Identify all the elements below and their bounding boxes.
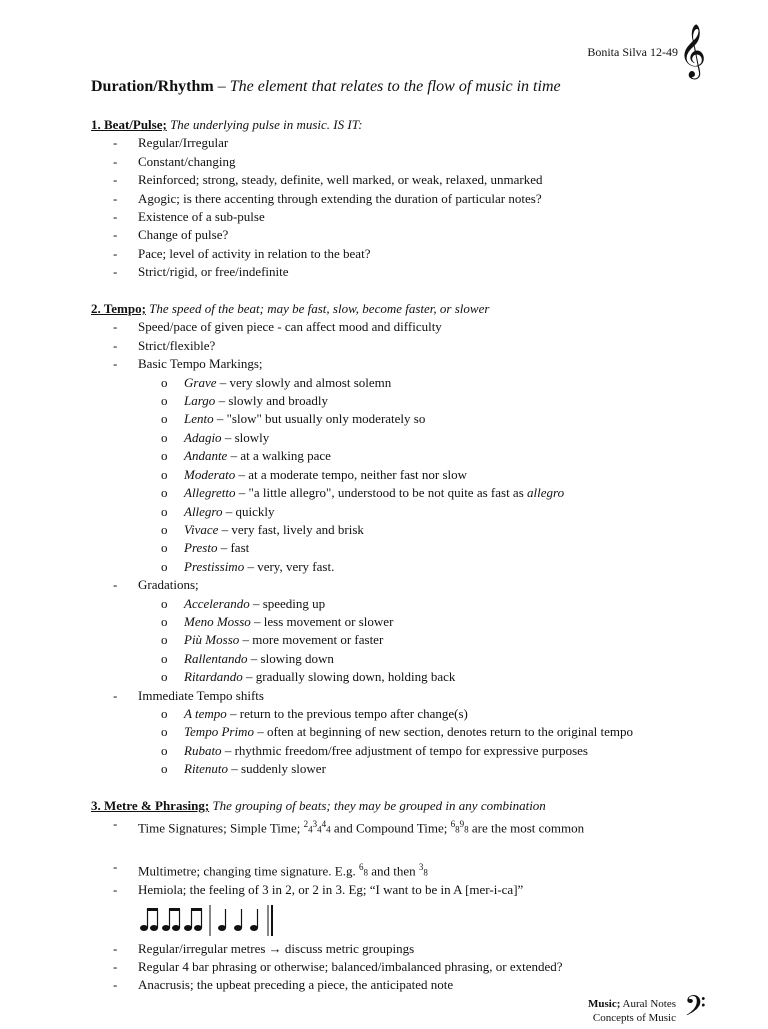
list-item: - Change of pulse?	[91, 226, 691, 244]
list-item: - Constant/changing	[91, 153, 691, 171]
title-dash: –	[213, 78, 230, 95]
title-sub: The element that relates to the flow of music in time	[229, 78, 561, 95]
tempo-marking-item: o Moderato – at a moderate tempo, neither fast nor slow	[91, 466, 691, 484]
tempo-marking-item: o Lento – "slow" but usually only moderately so	[91, 410, 691, 428]
notes-body	[91, 116, 691, 995]
tempo-shifts-list	[91, 705, 691, 779]
gradation-item: o Più Mosso – more movement or faster	[91, 631, 691, 649]
tempo-shift-item: o Rubato – rhythmic freedom/free adjustment of tempo for expressive purposes	[91, 742, 691, 760]
tempo-marking-item: o Largo – slowly and broadly	[91, 392, 691, 410]
tempo-marking-item: o Grave – very slowly and almost solemn	[91, 374, 691, 392]
list-item: - Agogic; is there accenting through extending the duration of particular notes?	[91, 190, 691, 208]
tempo-marking-item: o Allegro – quickly	[91, 503, 691, 521]
list-item: - Regular/irregular metres → discuss metric groupings	[91, 940, 691, 958]
list-item: - Speed/pace of given piece - can affect mood and difficulty	[91, 318, 691, 336]
section-beat-heading: 1. Beat/Pulse; The underlying pulse in music. IS IT:	[91, 117, 363, 132]
gradation-item: o Rallentando – slowing down	[91, 650, 691, 668]
hemiola-item: - Hemiola; the feeling of 3 in 2, or 2 in 3. Eg; “I want to be in A [mer-i-ca]”	[91, 881, 691, 899]
hemiola-notation	[91, 900, 691, 940]
multimetre-item: - Multimetre; changing time signature. E.g. $^6$8 and then $^3$8	[91, 858, 691, 882]
section-tempo-heading: 2. Tempo; The speed of the beat; may be fast, slow, become faster, or slower	[91, 301, 490, 317]
metre-list-continued	[91, 940, 691, 995]
tempo-marking-item: o Andante – at a walking pace	[91, 447, 691, 465]
bass-clef-icon: 𝄢	[684, 992, 706, 1029]
list-item: - Pace; level of activity in relation to the beat?	[91, 245, 691, 263]
rhythm-notation-icon	[138, 900, 298, 940]
title-main: Duration/Rhythm	[91, 78, 214, 95]
gradation-item: o Accelerando – speeding up	[91, 595, 691, 613]
tempo-shifts-label: - Immediate Tempo shifts	[91, 687, 691, 705]
author-header: Bonita Silva 12-49	[587, 45, 678, 59]
list-item: - Strict/flexible?	[91, 337, 691, 355]
page-title	[91, 78, 561, 96]
tempo-marking-item: o Vivace – very fast, lively and brisk	[91, 521, 691, 539]
list-item: - Basic Tempo Markings;	[91, 355, 691, 373]
page-footer: Music; Aural Notes Concepts of Music	[588, 998, 676, 1024]
list-item: - Strict/rigid, or free/indefinite	[91, 263, 691, 281]
list-item: - Reinforced; strong, steady, definite, well marked, or weak, relaxed, unmarked	[91, 171, 691, 189]
list-item: - Anacrusis; the upbeat preceding a piece, the anticipated note	[91, 976, 691, 994]
beat-list	[91, 134, 691, 281]
gradations-label: - Gradations;	[91, 576, 691, 594]
metre-list	[91, 815, 691, 899]
tempo-marking-item: o Allegretto – "a little allegro", understood to be not quite as fast as allegro	[91, 484, 691, 502]
list-item: - Regular/Irregular	[91, 134, 691, 152]
tempo-shift-item: o Tempo Primo – often at beginning of new section, denotes return to the original tempo	[91, 723, 684, 741]
list-item: - Regular 4 bar phrasing or otherwise; balanced/imbalanced phrasing, or extended?	[91, 958, 691, 976]
gradation-item: o Ritardando – gradually slowing down, holding back	[91, 668, 691, 686]
tempo-list	[91, 318, 691, 373]
list-item: - Existence of a sub-pulse	[91, 208, 691, 226]
time-signatures-item: - Time Signatures; Simple Time; $^24^34^44$ and Compound Time; $^68^98$ are the most common	[91, 815, 691, 839]
gradations-list	[91, 595, 691, 687]
gradation-item: o Meno Mosso – less movement or slower	[91, 613, 691, 631]
tempo-markings-list	[91, 374, 691, 576]
tempo-marking-item: o Presto – fast	[91, 539, 691, 557]
section-metre-heading: 3. Metre & Phrasing; The grouping of beats; they may be grouped in any combination	[91, 798, 546, 813]
tempo-shift-item: o A tempo – return to the previous tempo after change(s)	[91, 705, 691, 723]
tempo-marking-item: o Prestissimo – very, very fast.	[91, 558, 691, 576]
tempo-shift-item: o Ritenuto – suddenly slower	[91, 760, 691, 778]
tempo-marking-item: o Adagio – slowly	[91, 429, 691, 447]
treble-clef-icon: 𝄞	[678, 25, 706, 76]
